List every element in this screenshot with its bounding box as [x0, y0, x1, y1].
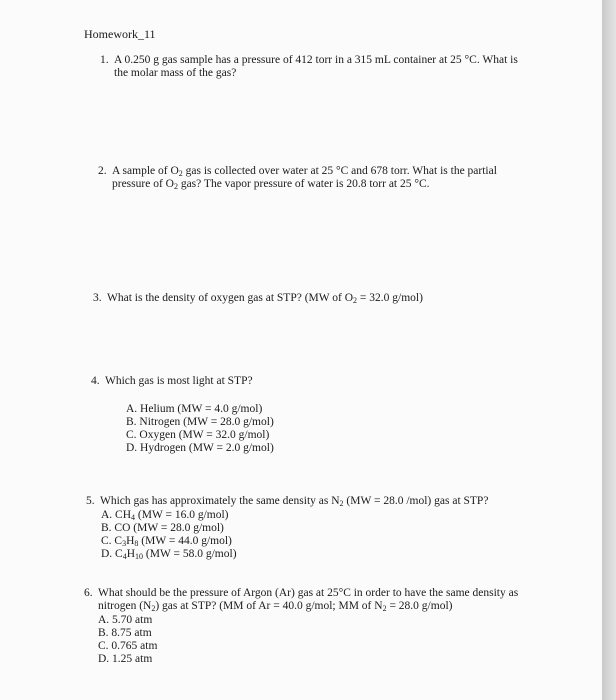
question-number: 1. [100, 54, 109, 66]
question-text: A 0.250 g gas sample has a pressure of 412 torr in a 315 mL container at 25 °C. What is [114, 54, 518, 66]
subscript: 2 [173, 182, 178, 191]
subscript: 2 [151, 604, 156, 613]
question-4-options [126, 403, 274, 455]
subscript: 2 [353, 296, 358, 305]
answer-option: C. $C_3H_8$ (MW = 44.0 g/mol) [101, 535, 232, 548]
question-text: (MW = 28.0 /mol) gas at STP? [343, 495, 489, 507]
answer-option: B. 8.75 atm [98, 627, 152, 639]
question-text: What should be the pressure of Argon (Ar) gas at 25°C in order to have the same density as [98, 587, 519, 599]
answer-option: D. Hydrogen (MW = 2.0 g/mol) [126, 442, 274, 454]
answer-option: D. $C_4H_{10}$ (MW = 58.0 g/mol) [101, 548, 237, 561]
answer-option: B. CO (MW = 28.0 g/mol) [101, 522, 224, 534]
subscript: 2 [382, 604, 387, 613]
question-number: 5. [86, 495, 95, 507]
answer-option: A. $CH_4$ (MW = 16.0 g/mol) [101, 509, 229, 522]
question-6 [84, 587, 518, 613]
question-text: pressure of O [112, 178, 174, 190]
subscript: 2 [178, 169, 183, 178]
question-1 [100, 54, 518, 80]
question-text: gas? The vapor pressure of water is 20.8 torr at 25 °C. [177, 178, 430, 190]
page-title: Homework_11 [84, 27, 156, 41]
question-text: the molar mass of the gas? [114, 67, 237, 79]
page-edge-shadow [602, 0, 616, 700]
subscript: 2 [339, 499, 344, 508]
answer-option: C. 0.765 atm [98, 640, 158, 652]
question-text: = 28.0 g/mol) [386, 600, 453, 612]
answer-option: A. 5.70 atm [98, 614, 153, 626]
answer-option: C. Oxygen (MW = 32.0 g/mol) [126, 429, 270, 441]
question-text: Which gas has approximately the same density as N [100, 495, 340, 507]
question-number: 2. [98, 165, 107, 177]
question-number: 3. [93, 292, 102, 304]
answer-option: D. 1.25 atm [98, 653, 153, 665]
question-text: What is the density of oxygen gas at STP? (MW of O [107, 292, 354, 304]
question-6-options [98, 614, 157, 666]
question-text: A sample of O [112, 165, 179, 177]
question-number: 4. [91, 375, 100, 387]
question-4 [91, 375, 253, 388]
question-number: 6. [84, 587, 93, 599]
question-2 [98, 165, 497, 191]
question-text: nitrogen (N [98, 600, 152, 612]
question-text: = 32.0 g/mol) [357, 292, 423, 304]
question-5 [86, 495, 488, 508]
question-text: ) gas at STP? (MM of Ar = 40.0 g/mol; MM of N [155, 600, 383, 612]
answer-option: A. Helium (MW = 4.0 g/mol) [126, 403, 263, 415]
question-text: Which gas is most light at STP? [105, 375, 253, 387]
answer-option: B. Nitrogen (MW = 28.0 g/mol) [126, 416, 274, 428]
question-text: gas is collected over water at 25 °C and 678 torr. What is the partial [182, 165, 497, 177]
question-5-options [101, 509, 237, 561]
question-3 [93, 292, 423, 305]
